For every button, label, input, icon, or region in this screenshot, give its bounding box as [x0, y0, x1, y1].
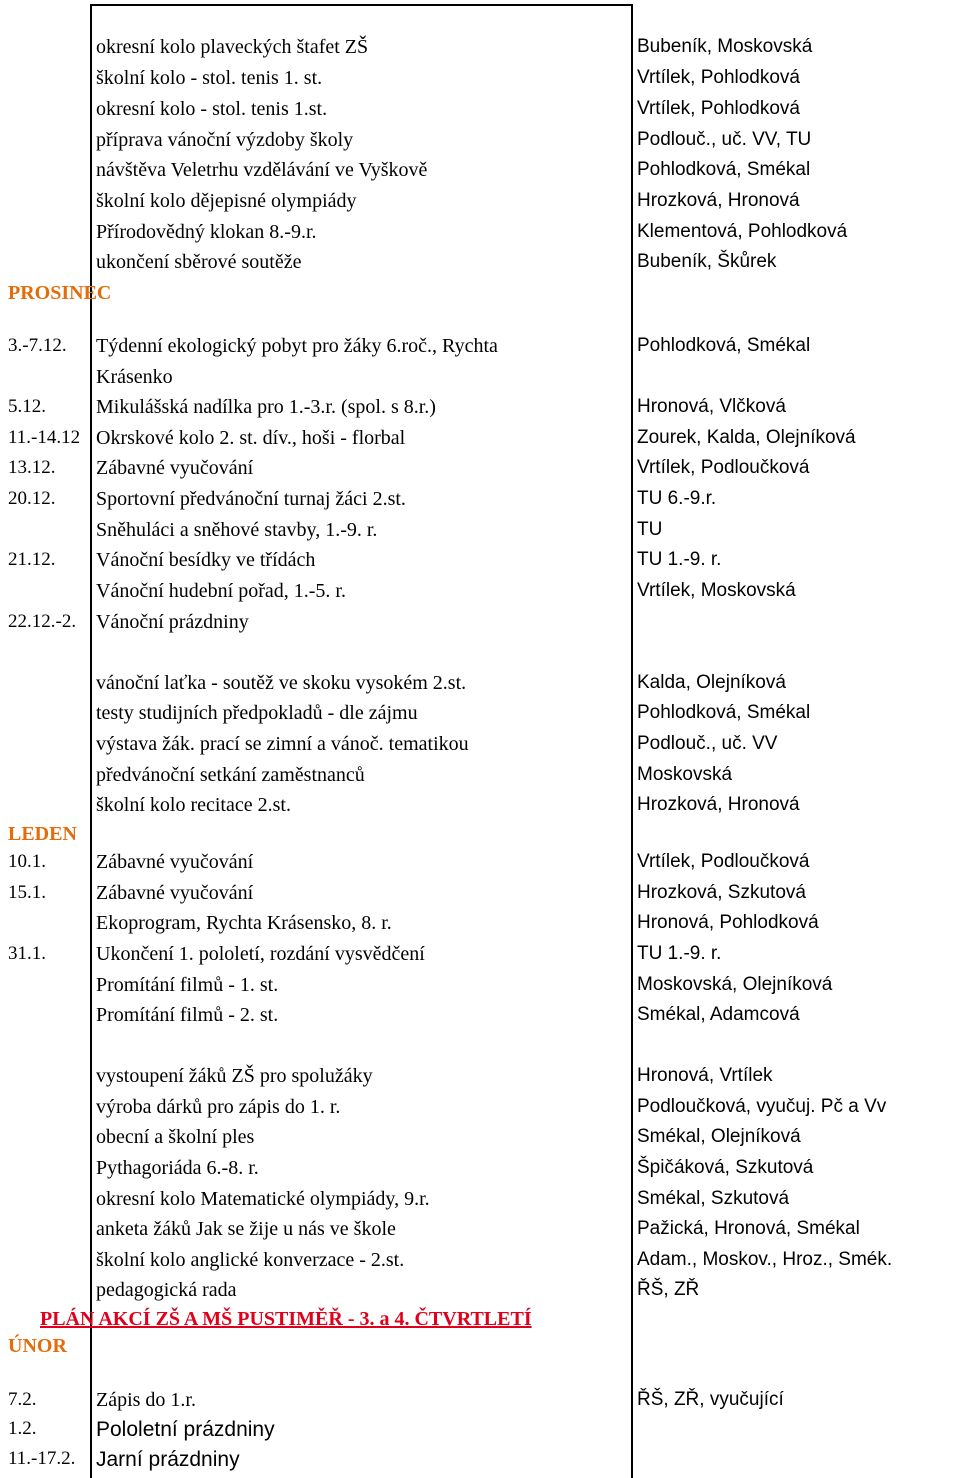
- row-event: Sportovní předvánoční turnaj žáci 2.st.: [96, 488, 406, 510]
- row-date: 11.-17.2.: [8, 1448, 76, 1469]
- row-responsible: TU 1.-9. r.: [637, 943, 722, 964]
- row-event: Krásenko: [96, 366, 173, 388]
- row-event: Zápis do 1.r.: [96, 1389, 196, 1411]
- row-event: Pololetní prázdniny: [96, 1418, 275, 1441]
- row-date: 31.1.: [8, 943, 46, 964]
- row-event: školní kolo recitace 2.st.: [96, 794, 291, 816]
- row-responsible: Klementová, Pohlodková: [637, 221, 848, 242]
- row-responsible: Špičáková, Szkutová: [637, 1157, 814, 1178]
- row-date: 3.-7.12.: [8, 335, 67, 356]
- row-date: 20.12.: [8, 488, 56, 509]
- row-event: Zábavné vyučování: [96, 457, 254, 479]
- row-event: Vánoční hudební pořad, 1.-5. r.: [96, 580, 346, 602]
- row-event: školní kolo - stol. tenis 1. st.: [96, 67, 323, 89]
- row-event: vystoupení žáků ZŠ pro spolužáky: [96, 1065, 373, 1087]
- table-left-border: [90, 4, 92, 1478]
- row-responsible: Podlouč., uč. VV: [637, 733, 778, 754]
- row-event: předvánoční setkání zaměstnanců: [96, 764, 365, 786]
- row-event: Mikulášská nadílka pro 1.-3.r. (spol. s 8.r.): [96, 396, 436, 418]
- table-right-border: [631, 4, 633, 1478]
- row-responsible: Pohlodková, Smékal: [637, 159, 811, 180]
- row-date: 21.12.: [8, 549, 56, 570]
- row-responsible: Vrtílek, Pohlodková: [637, 67, 800, 88]
- row-event: Jarní prázdniny: [96, 1448, 240, 1471]
- row-date: 5.12.: [8, 396, 46, 417]
- row-responsible: Bubeník, Škůrek: [637, 251, 777, 272]
- row-responsible: Podlouč., uč. VV, TU: [637, 129, 812, 150]
- row-responsible: Adam., Moskov., Hroz., Smék.: [637, 1249, 893, 1270]
- row-event: Vánoční besídky ve třídách: [96, 549, 316, 571]
- row-event: Zábavné vyučování: [96, 882, 254, 904]
- row-event: Zábavné vyučování: [96, 851, 254, 873]
- row-responsible: Hrozková, Hronová: [637, 190, 800, 211]
- row-responsible: TU 6.-9.r.: [637, 488, 717, 509]
- row-responsible: Pažická, Hronová, Smékal: [637, 1218, 860, 1239]
- row-responsible: Bubeník, Moskovská: [637, 36, 813, 57]
- row-event: výroba dárků pro zápis do 1. r.: [96, 1096, 341, 1118]
- row-event: Pythagoriáda 6.-8. r.: [96, 1157, 259, 1179]
- row-event: Ukončení 1. pololetí, rozdání vysvědčení: [96, 943, 425, 965]
- row-event: návštěva Veletrhu vzdělávání ve Vyškově: [96, 159, 428, 181]
- row-event: okresní kolo Matematické olympiády, 9.r.: [96, 1188, 430, 1210]
- row-event: vánoční laťka - soutěž ve skoku vysokém 2.st.: [96, 672, 467, 694]
- row-event: Ekoprogram, Rychta Krásensko, 8. r.: [96, 912, 392, 934]
- row-responsible: Hronová, Pohlodková: [637, 912, 819, 933]
- row-responsible: Vrtílek, Pohlodková: [637, 98, 800, 119]
- table-top-border: [90, 4, 633, 6]
- row-date: 13.12.: [8, 457, 56, 478]
- row-responsible: Vrtílek, Moskovská: [637, 580, 796, 601]
- row-event: okresní kolo plaveckých štafet ZŠ: [96, 36, 369, 58]
- row-responsible: ŘŠ, ZŘ: [637, 1279, 700, 1300]
- row-responsible: Smékal, Adamcová: [637, 1004, 800, 1025]
- row-event: pedagogická rada: [96, 1279, 237, 1301]
- month-heading-prosinec: PROSINEC: [8, 282, 112, 304]
- row-responsible: Zourek, Kalda, Olejníková: [637, 427, 856, 448]
- plan-title: PLÁN AKCÍ ZŠ A MŠ PUSTIMĚŘ - 3. a 4. ČTVRTLETÍ: [40, 1308, 532, 1330]
- row-date: 10.1.: [8, 851, 46, 872]
- row-date: 15.1.: [8, 882, 46, 903]
- row-date: 1.2.: [8, 1418, 37, 1439]
- row-event: školní kolo dějepisné olympiády: [96, 190, 357, 212]
- row-responsible: Hrozková, Hronová: [637, 794, 800, 815]
- row-date: 7.2.: [8, 1389, 37, 1410]
- row-responsible: Hronová, Vlčková: [637, 396, 786, 417]
- row-responsible: Moskovská, Olejníková: [637, 974, 833, 995]
- row-event: anketa žáků Jak se žije u nás ve škole: [96, 1218, 396, 1240]
- row-event: školní kolo anglické konverzace - 2.st.: [96, 1249, 405, 1271]
- row-event: obecní a školní ples: [96, 1126, 255, 1148]
- row-event: Vánoční prázdniny: [96, 611, 249, 633]
- row-event: příprava vánoční výzdoby školy: [96, 129, 354, 151]
- row-date: 11.-14.12: [8, 427, 81, 448]
- row-responsible: Smékal, Szkutová: [637, 1188, 790, 1209]
- row-event: Promítání filmů - 1. st.: [96, 974, 279, 996]
- row-event: testy studijních předpokladů - dle zájmu: [96, 702, 418, 724]
- month-heading-unor: ÚNOR: [8, 1335, 67, 1357]
- month-heading-leden: LEDEN: [8, 823, 77, 845]
- row-event: ukončení sběrové soutěže: [96, 251, 302, 273]
- row-responsible: Moskovská: [637, 764, 733, 785]
- row-date: 22.12.-2.: [8, 611, 77, 632]
- row-responsible: Hrozková, Szkutová: [637, 882, 806, 903]
- row-responsible: TU 1.-9. r.: [637, 549, 722, 570]
- row-event: Sněhuláci a sněhové stavby, 1.-9. r.: [96, 519, 378, 541]
- row-event: okresní kolo - stol. tenis 1.st.: [96, 98, 328, 120]
- row-responsible: Hronová, Vrtílek: [637, 1065, 773, 1086]
- row-responsible: Vrtílek, Podloučková: [637, 851, 810, 872]
- row-responsible: Kalda, Olejníková: [637, 672, 786, 693]
- row-responsible: Vrtílek, Podloučková: [637, 457, 810, 478]
- row-responsible: Pohlodková, Smékal: [637, 702, 811, 723]
- row-event: Přírodovědný klokan 8.-9.r.: [96, 221, 317, 243]
- row-event: Promítání filmů - 2. st.: [96, 1004, 279, 1026]
- row-responsible: Pohlodková, Smékal: [637, 335, 811, 356]
- row-event: Okrskové kolo 2. st. dív., hoši - florbal: [96, 427, 406, 449]
- row-event: Týdenní ekologický pobyt pro žáky 6.roč., Rychta: [96, 335, 498, 357]
- row-event: výstava žák. prací se zimní a vánoč. tematikou: [96, 733, 469, 755]
- row-responsible: Smékal, Olejníková: [637, 1126, 801, 1147]
- row-responsible: TU: [637, 519, 663, 540]
- row-responsible: ŘŠ, ZŘ, vyučující: [637, 1389, 784, 1410]
- row-responsible: Podloučková, vyučuj. Pč a Vv: [637, 1096, 887, 1117]
